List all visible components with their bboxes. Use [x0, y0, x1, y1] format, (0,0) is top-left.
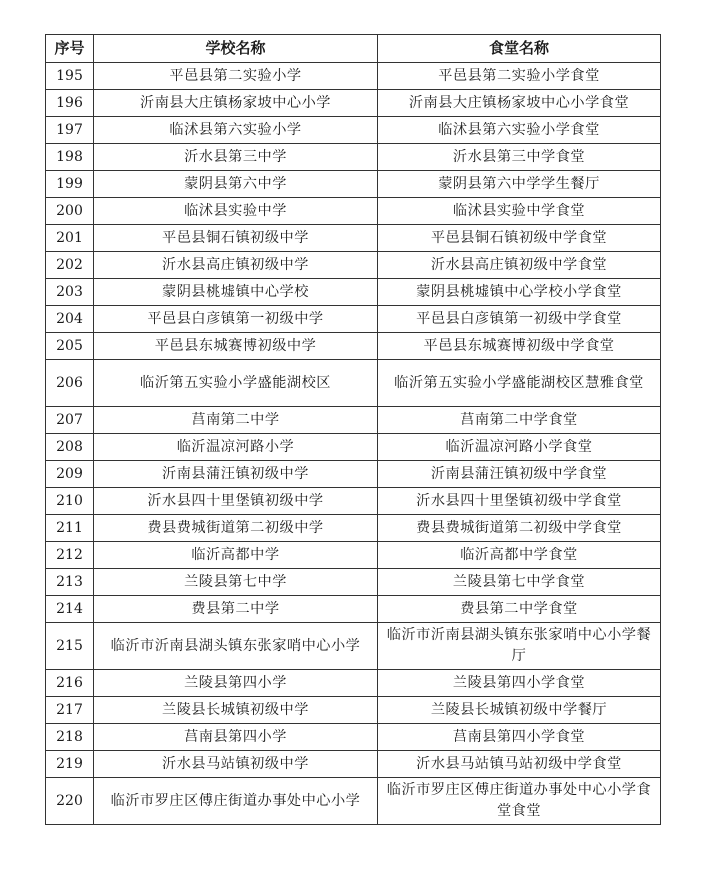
table-row: [46, 144, 661, 171]
school-name: 沂水县第三中学: [94, 144, 378, 171]
canteen-name: 平邑县第二实验小学食堂: [378, 63, 661, 90]
school-name: 临沭县实验中学: [94, 198, 378, 225]
table-row: [46, 63, 661, 90]
canteen-name: 平邑县铜石镇初级中学食堂: [378, 225, 661, 252]
table-row: [46, 252, 661, 279]
school-name: 平邑县白彦镇第一初级中学: [94, 306, 378, 333]
table-row: [46, 333, 661, 360]
row-number: 203: [46, 279, 94, 306]
row-number: 215: [46, 623, 94, 670]
school-name: 兰陵县第四小学: [94, 670, 378, 697]
row-number: 204: [46, 306, 94, 333]
school-name: 沂水县马站镇初级中学: [94, 751, 378, 778]
school-name: 平邑县东城赛博初级中学: [94, 333, 378, 360]
school-name: 沂南县蒲汪镇初级中学: [94, 461, 378, 488]
table-row: [46, 623, 661, 670]
canteen-name: 沂南县蒲汪镇初级中学食堂: [378, 461, 661, 488]
table-row: [46, 434, 661, 461]
school-name: 兰陵县第七中学: [94, 569, 378, 596]
school-name: 沂水县高庄镇初级中学: [94, 252, 378, 279]
canteen-name: 蒙阴县第六中学学生餐厅: [378, 171, 661, 198]
table-row: [46, 198, 661, 225]
canteen-name: 莒南第二中学食堂: [378, 407, 661, 434]
canteen-name: 临沭县实验中学食堂: [378, 198, 661, 225]
table-row: [46, 279, 661, 306]
table-row: [46, 724, 661, 751]
row-number: 213: [46, 569, 94, 596]
school-name: 费县费城街道第二初级中学: [94, 515, 378, 542]
header-canteen-name: 食堂名称: [378, 35, 661, 63]
table-row: [46, 225, 661, 252]
table-row: [46, 461, 661, 488]
school-name: 平邑县第二实验小学: [94, 63, 378, 90]
school-name: 费县第二中学: [94, 596, 378, 623]
canteen-name: 费县第二中学食堂: [378, 596, 661, 623]
table-row: [46, 171, 661, 198]
row-number: 218: [46, 724, 94, 751]
row-number: 210: [46, 488, 94, 515]
row-number: 207: [46, 407, 94, 434]
canteen-name: 临沭县第六实验小学食堂: [378, 117, 661, 144]
canteen-name: 沂水县马站镇马站初级中学食堂: [378, 751, 661, 778]
row-number: 211: [46, 515, 94, 542]
table-row: [46, 697, 661, 724]
table-row: [46, 778, 661, 825]
row-number: 216: [46, 670, 94, 697]
canteen-name: 蒙阴县桃墟镇中心学校小学食堂: [378, 279, 661, 306]
table-row: [46, 90, 661, 117]
table-row: [46, 751, 661, 778]
row-number: 202: [46, 252, 94, 279]
canteen-name: 临沂高都中学食堂: [378, 542, 661, 569]
header-no: 序号: [46, 35, 94, 63]
row-number: 212: [46, 542, 94, 569]
canteen-name: 沂水县四十里堡镇初级中学食堂: [378, 488, 661, 515]
row-number: 220: [46, 778, 94, 825]
header-school-name: 学校名称: [94, 35, 378, 63]
canteen-name: 沂水县高庄镇初级中学食堂: [378, 252, 661, 279]
row-number: 206: [46, 360, 94, 407]
school-name: 临沂第五实验小学盛能湖校区: [94, 360, 378, 407]
school-name: 蒙阴县第六中学: [94, 171, 378, 198]
school-name: 临沂市罗庄区傅庄街道办事处中心小学: [94, 778, 378, 825]
row-number: 208: [46, 434, 94, 461]
table-row: [46, 117, 661, 144]
table-row: [46, 569, 661, 596]
school-name: 莒南县第四小学: [94, 724, 378, 751]
row-number: 195: [46, 63, 94, 90]
canteen-name: 沂水县第三中学食堂: [378, 144, 661, 171]
row-number: 219: [46, 751, 94, 778]
table-body: [46, 63, 661, 825]
canteen-name: 平邑县白彦镇第一初级中学食堂: [378, 306, 661, 333]
canteen-name: 兰陵县长城镇初级中学餐厅: [378, 697, 661, 724]
table-header-row: [46, 35, 661, 63]
canteen-name: 兰陵县第七中学食堂: [378, 569, 661, 596]
school-canteen-table: [45, 34, 661, 825]
row-number: 197: [46, 117, 94, 144]
row-number: 200: [46, 198, 94, 225]
school-name: 平邑县铜石镇初级中学: [94, 225, 378, 252]
canteen-name: 兰陵县第四小学食堂: [378, 670, 661, 697]
canteen-name: 费县费城街道第二初级中学食堂: [378, 515, 661, 542]
school-name: 兰陵县长城镇初级中学: [94, 697, 378, 724]
canteen-name: 沂南县大庄镇杨家坡中心小学食堂: [378, 90, 661, 117]
row-number: 199: [46, 171, 94, 198]
table-row: [46, 407, 661, 434]
table-row: [46, 360, 661, 407]
table-row: [46, 542, 661, 569]
canteen-name: 平邑县东城赛博初级中学食堂: [378, 333, 661, 360]
canteen-name: 莒南县第四小学食堂: [378, 724, 661, 751]
table-row: [46, 515, 661, 542]
row-number: 209: [46, 461, 94, 488]
row-number: 217: [46, 697, 94, 724]
table-row: [46, 306, 661, 333]
school-name: 沂南县大庄镇杨家坡中心小学: [94, 90, 378, 117]
row-number: 205: [46, 333, 94, 360]
school-name: 临沂高都中学: [94, 542, 378, 569]
school-name: 临沂温凉河路小学: [94, 434, 378, 461]
row-number: 201: [46, 225, 94, 252]
school-name: 蒙阴县桃墟镇中心学校: [94, 279, 378, 306]
canteen-name: 临沂第五实验小学盛能湖校区慧雅食堂: [378, 360, 661, 407]
row-number: 214: [46, 596, 94, 623]
table-row: [46, 488, 661, 515]
school-name: 临沂市沂南县湖头镇东张家哨中心小学: [94, 623, 378, 670]
school-name: 沂水县四十里堡镇初级中学: [94, 488, 378, 515]
school-name: 莒南第二中学: [94, 407, 378, 434]
table-row: [46, 596, 661, 623]
row-number: 198: [46, 144, 94, 171]
row-number: 196: [46, 90, 94, 117]
canteen-name: 临沂市罗庄区傅庄街道办事处中心小学食堂食堂: [378, 778, 661, 825]
canteen-name: 临沂市沂南县湖头镇东张家哨中心小学餐厅: [378, 623, 661, 670]
school-name: 临沭县第六实验小学: [94, 117, 378, 144]
canteen-name: 临沂温凉河路小学食堂: [378, 434, 661, 461]
table-row: [46, 670, 661, 697]
